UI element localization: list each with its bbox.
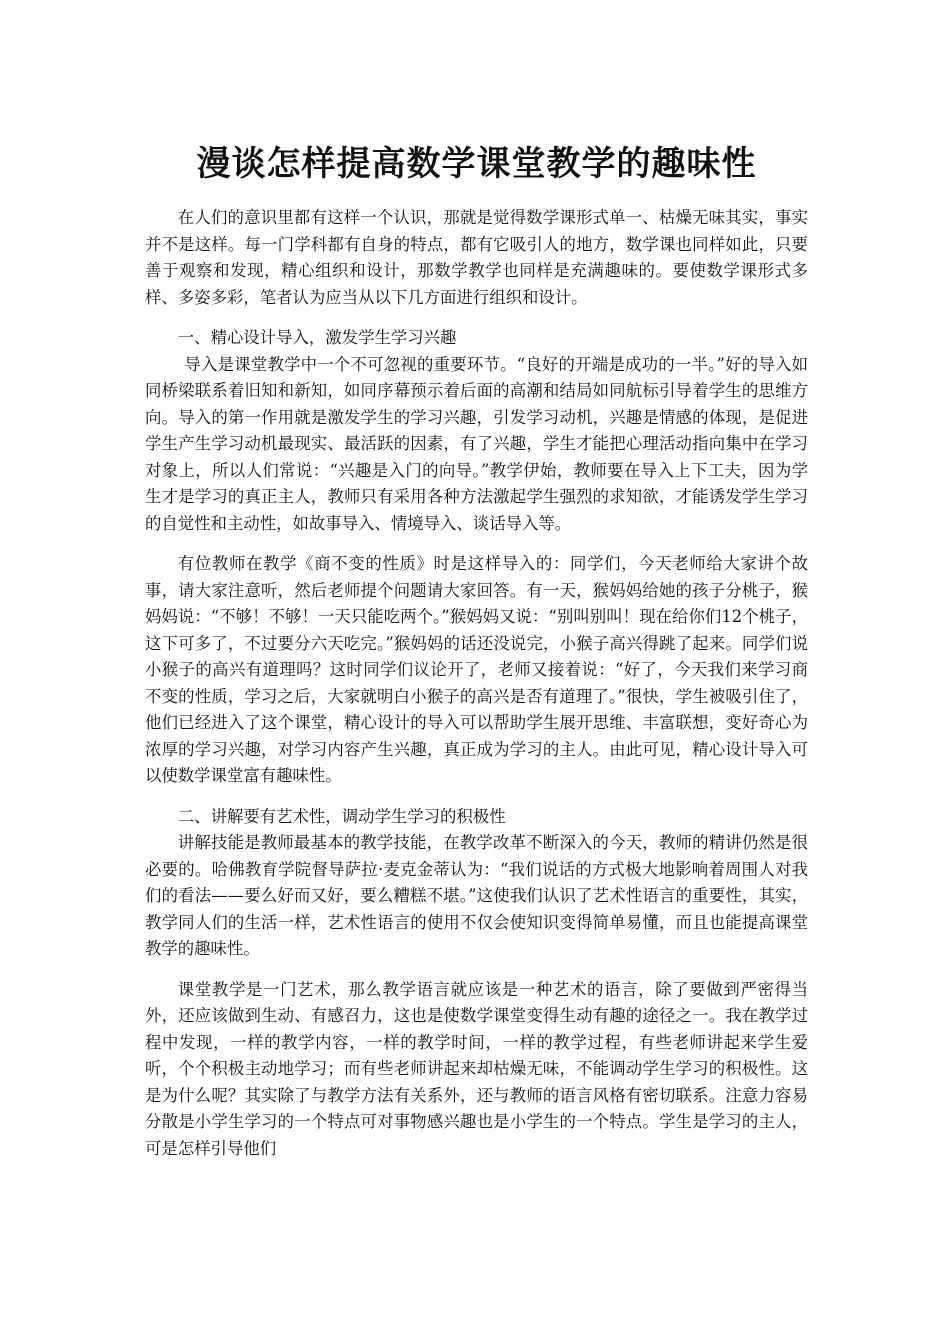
section-heading-1: 一、精心设计导入，激发学生学习兴趣 [177,328,457,347]
intro-paragraph: 在人们的意识里都有这样一个认识，那就是觉得数学课形式单一、枯燥无味其实，事实并不是这样。每一门学科都有自身的特点，都有它吸引人的地方，数学课也同样如此，只要善于观察和发现，精心组织和设计，那数学教学也同样是充满趣味的。要使数学课形式多样、多姿多彩，笔者认为应当从以下几方面进行组织和设计。 [145,208,808,307]
body-paragraph: 导入是课堂教学中一个不可忽视的重要环节。“良好的开端是成功的一半。”好的导入如同桥梁联系着旧知和新知，如同序幕预示着后面的高潮和结局如同航标引导着学生的思维方向。导入的第一作用就是激发学生的学习兴趣，引发学习动机，兴趣是情感的体现，是促进学生产生学习动机最现实、最活跃的因素，有了兴趣，学生才能把心理活动指向集中在学习对象上，所以人们常说：“兴趣是入门的向导。”教学伊始，教师要在导入上下工夫，因为学生才是学习的真正主人，教师只有采用各种方法激起学生强烈的求知欲，才能诱发学生学习的自觉性和主动性，如故事导入、情境导入、谈话导入等。 [145,354,808,533]
section-heading-2: 二、讲解要有艺术性，调动学生学习的积极性 [177,806,506,826]
body-paragraph: 有位教师在教学《商不变的性质》时是这样导入的：同学们，今天老师给大家讲个故事，请大家注意听，然后老师提个问题请大家回答。有一天，猴妈妈给她的孩子分桃子，猴妈妈说：“不够！不够！一天只能吃两个。”猴妈妈又说：“别叫别叫！现在给你们12个桃子，这下可多了，不过要分六天吃完。”猴妈妈的话还没说完，小猴子高兴得跳了起来。同学们说小猴子的高兴有道理吗？这时同学们议论开了，老师又接着说：“好了，今天我们来学习商不变的性质，学习之后，大家就明白小猴子的高兴是否有道理了。”很快，学生被吸引住了，他们已经进入了这个课堂，精心设计的导入可以帮助学生展开思维、丰富联想，变好奇心为浓厚的学习兴趣，对学习内容产生兴趣，真正成为学习的主人。由此可见，精心设计导入可以使数学课堂富有趣味性。 [145,554,808,785]
body-paragraph: 讲解技能是教师最基本的教学技能，在教学改革不断深入的今天，教师的精讲仍然是很必要的。哈佛教育学院督导萨拉·麦克金蒂认为：“我们说话的方式极大地影响着周围人对我们的看法——要么好而又好，要么糟糕不堪。”这使我们认识了艺术性语言的重要性，其实，教学同人们的生活一样，艺术性语言的使用不仅会使知识变得简单易懂，而且也能提高课堂教学的趣味性。 [145,833,808,958]
body-paragraph: 课堂教学是一门艺术，那么教学语言就应该是一种艺术的语言，除了要做到严密得当外，还应该做到生动、有感召力，这也是使数学课堂变得生动有趣的途径之一。我在教学过程中发现，一样的教学内容，一样的教学时间，一样的教学过程，有些老师讲起来学生爱听，个个积极主动地学习；而有些老师讲起来却枯燥无味，不能调动学生学习的积极性。这是为什么呢？其实除了与教学方法有关系外，还与教师的语言风格有密切联系。注意力容易分散是小学生学习的一个特点可对事物感兴趣也是小学生的一个特点。学生是学习的主人，可是怎样引导他们 [145,979,808,1158]
document-title: 漫谈怎样提高数学课堂教学的趣味性 [196,144,757,184]
document-page [145,135,808,1162]
